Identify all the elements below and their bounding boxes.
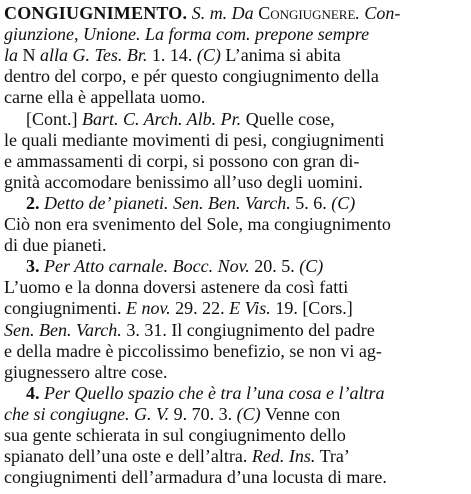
text-run: (C) (236, 403, 261, 424)
text-run: congiugnimenti. (4, 298, 126, 319)
text-line (4, 424, 467, 446)
text-run: Quelle cose, (241, 108, 335, 129)
text-run: 5. 6. (290, 192, 332, 213)
text-run: (C) (299, 256, 324, 277)
text-run: carne ella è appellata uomo. (4, 87, 206, 108)
text-line (4, 171, 467, 193)
text-line (4, 129, 467, 151)
text-run: Bart. C. Arch. Alb. Pr. (82, 108, 242, 129)
text-line (4, 23, 467, 45)
text-run: giugnessero altre cose. (4, 361, 168, 382)
text-run: che si congiugne. G. V. (4, 403, 170, 424)
text-line (4, 466, 467, 488)
text-run: la (4, 45, 19, 66)
text-run: 1. 14. (147, 45, 197, 66)
text-run: Detto de’ pianeti. Sen. Ben. Varch. (39, 192, 291, 213)
text-run: Sen. Ben. Varch. (4, 319, 122, 340)
text-run: 3. 31. Il congiugnimento del padre (121, 319, 375, 340)
text-line (4, 213, 467, 235)
text-run: gnità accomodare benissimo all’uso degli uomini. (4, 171, 363, 192)
text-run: 19. [Cors.] (270, 298, 353, 319)
text-run: e della madre è piccolissimo benefizio, se non vi ag- (4, 340, 382, 361)
text-line (4, 234, 467, 256)
text-line (4, 297, 467, 319)
text-line (4, 65, 467, 87)
text-run: Red. Ins. (251, 446, 316, 467)
text-run: Tra’ (315, 446, 350, 467)
text-run: 29. 22. (170, 298, 230, 319)
text-run: . Con- (355, 3, 401, 23)
text-line (4, 445, 467, 467)
text-run: Venne con (260, 403, 341, 424)
text-line (26, 255, 467, 277)
text-line (4, 2, 467, 24)
text-run: Per Quello spazio che è tra l’una cosa e l’altra (39, 382, 385, 403)
text-run: giunzione, Unione. La forma com. prepone sempre (4, 24, 370, 45)
text-run: dentro del corpo, e pér questo congiugnimento della (4, 66, 379, 87)
text-run: L’uomo e la donna doversi astenere da così fatti (4, 277, 349, 298)
headword: CONGIUGNIMENTO. (4, 3, 188, 23)
text-line (4, 403, 467, 425)
text-run: 20. 5. (249, 256, 300, 277)
text-line (26, 108, 467, 130)
text-run: N (18, 45, 41, 66)
text-line (4, 319, 467, 341)
text-run: di due pianeti. (4, 235, 107, 256)
text-line (4, 150, 467, 172)
text-run: alla G. Tes. Br. (40, 45, 148, 66)
text-run: le quali mediante movimenti di pesi, congiugnimenti (4, 129, 385, 150)
sense-number: 3. (26, 256, 40, 277)
sense-number: 2. (26, 192, 40, 213)
text-run: congiugnimenti dell’armadura d’una locusta di mare. (4, 467, 387, 488)
text-line (4, 276, 467, 298)
text-run: spianato dell’una oste e dell’altra. (4, 446, 252, 467)
text-run: Ciò non era svenimento del Sole, ma congiugnimento (4, 214, 391, 234)
text-line (4, 340, 467, 362)
text-run: Per Atto carnale. Bocc. Nov. (39, 256, 250, 277)
text-line (4, 44, 467, 66)
text-line (26, 382, 467, 404)
text-line (26, 192, 467, 214)
text-run: Congiugnere (258, 3, 356, 23)
text-run: S. m. Da (187, 3, 259, 23)
text-run: (C) (196, 45, 221, 66)
text-run: E nov. (125, 298, 171, 319)
text-run: [Cont.] (26, 108, 82, 129)
text-run: e ammassamenti di corpi, si possono con gran di- (4, 150, 360, 171)
text-run: L’anima si abita (220, 45, 341, 66)
text-run: E Vis. (229, 298, 271, 319)
text-run: 9. 70. 3. (169, 403, 237, 424)
text-line (4, 361, 467, 383)
text-run: sua gente schierata in sul congiugnimento dello (4, 425, 346, 445)
sense-number: 4. (26, 382, 40, 403)
text-run: (C) (331, 192, 356, 213)
text-line (4, 86, 467, 108)
